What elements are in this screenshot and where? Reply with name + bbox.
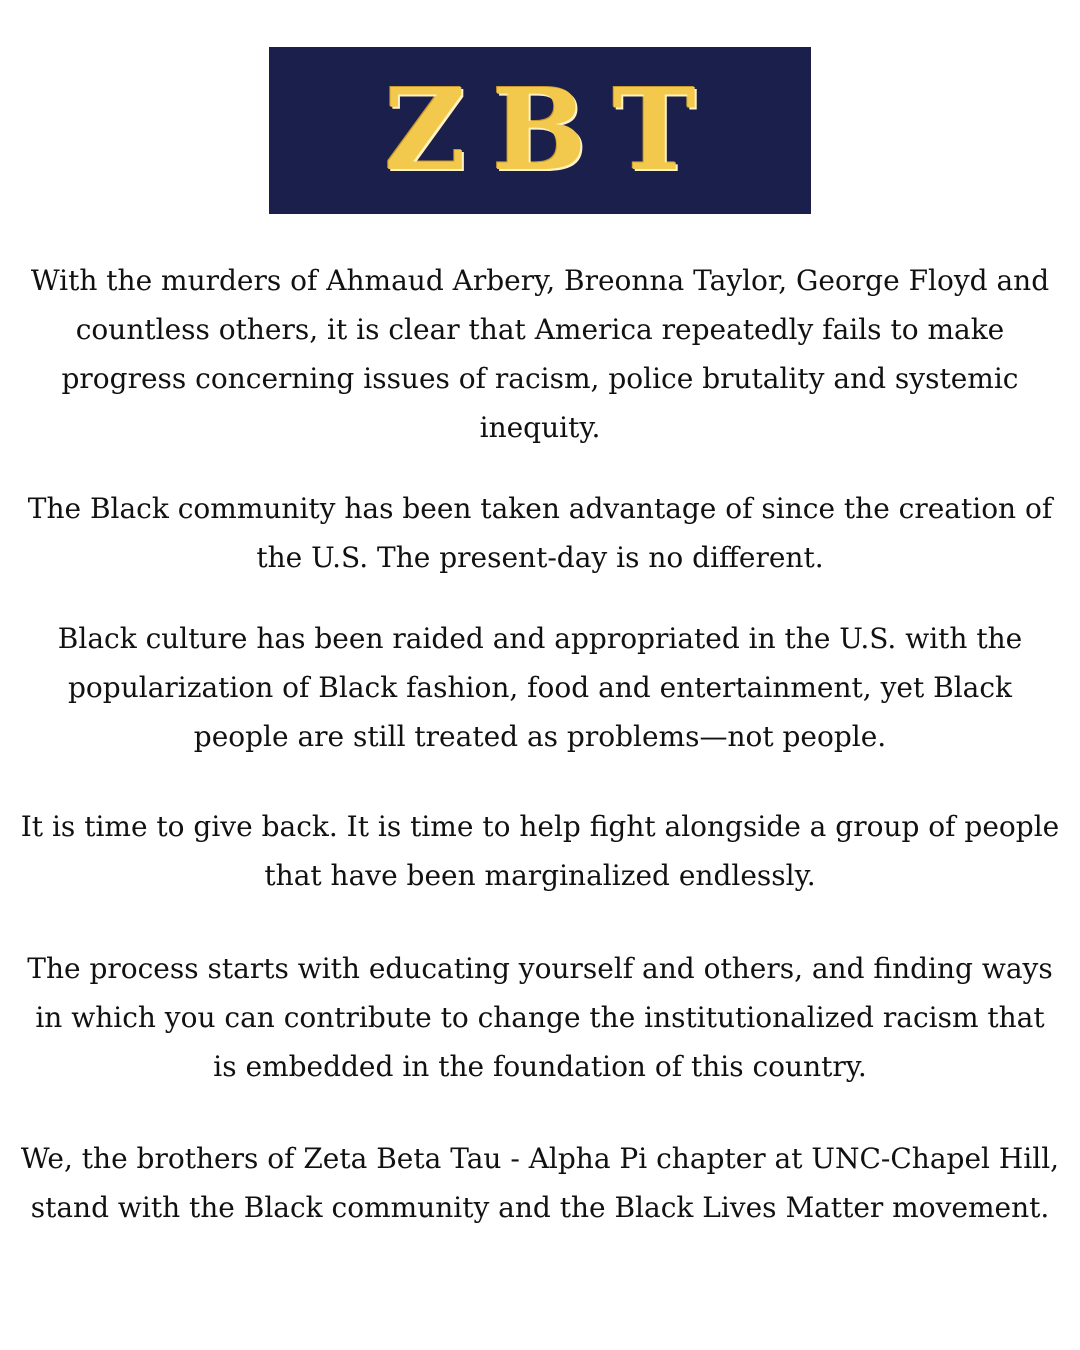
logo-letters: ZBT [384, 64, 722, 196]
zbt-logo [269, 47, 811, 214]
paragraph-black-community: The Black community has been taken advantage of since the creation of the U.S. The present-day is no different. [27, 492, 1053, 574]
paragraph-give-back: It is time to give back. It is time to help fight alongside a group of people that have been marginalized endlessly. [20, 810, 1060, 892]
paragraph-process: The process starts with educating yourself and others, and finding ways in which you can contribute to change the institutionalized racism that is embedded in the foundation of this country. [27, 952, 1053, 1083]
paragraph-black-culture: Black culture has been raided and appropriated in the U.S. with the popularization of Black fashion, food and entertainment, yet Black people are still treated as problems—not people. [57, 622, 1023, 753]
paragraph-statement: We, the brothers of Zeta Beta Tau - Alpha Pi chapter at UNC-Chapel Hill, stand with the Black community and the Black Lives Matter movement. [20, 1142, 1060, 1224]
paragraph-murders: With the murders of Ahmaud Arbery, Breonna Taylor, George Floyd and countless others, it is clear that America repeatedly fails to make progress concerning issues of racism, police brutality and systemic inequity. [30, 264, 1050, 444]
